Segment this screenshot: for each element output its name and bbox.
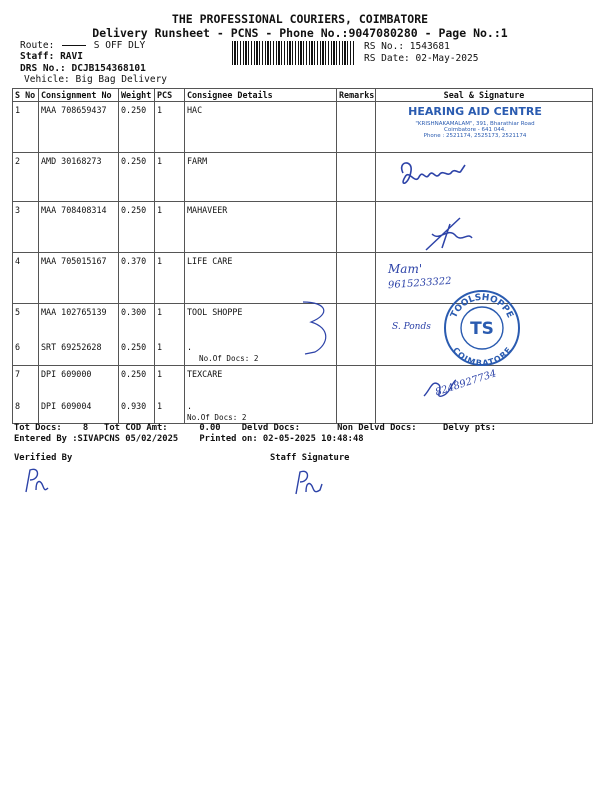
cell-weight: 0.250 <box>119 366 155 398</box>
staff-signature-mark <box>292 468 326 496</box>
cell-pcs: 1 <box>155 339 185 366</box>
cell-pcs: 1 <box>155 253 185 304</box>
drs-label: DRS No.: <box>20 63 66 74</box>
cell-remarks <box>337 304 376 339</box>
consignee-text: . <box>187 341 193 352</box>
tot-cod-label: Tot COD Amt: <box>104 423 168 433</box>
tot-docs-label: Tot Docs: <box>14 423 62 433</box>
table-row <box>13 366 593 398</box>
cell-consignee: FARM <box>185 153 337 202</box>
rs-no-line <box>364 41 450 52</box>
cell-pcs: 1 <box>155 102 185 153</box>
col-consignee: Consignee Details <box>185 89 337 102</box>
printed-on: Printed on: 02-05-2025 10:48:48 <box>199 434 364 444</box>
staff-label: Staff: <box>20 51 55 62</box>
cell-pcs: 1 <box>155 153 185 202</box>
handwritten-note-row8: 8248927734 <box>434 368 498 399</box>
cell-remarks <box>337 366 376 398</box>
cell-sno: 6 <box>13 339 39 366</box>
cell-weight: 0.250 <box>119 339 155 366</box>
cell-consignee: TEXCARE <box>185 366 337 398</box>
cell-remarks <box>337 339 376 366</box>
table-header-row <box>13 89 593 102</box>
cell-weight: 0.250 <box>119 153 155 202</box>
cell-consignment: SRT 69252628 <box>39 339 119 366</box>
col-weight: Weight <box>119 89 155 102</box>
toolshoppe-seal <box>442 288 522 368</box>
drs-value: DCJB154368101 <box>71 63 146 74</box>
route-strike-mark <box>62 45 86 46</box>
route-value: S OFF DLY <box>93 40 146 51</box>
cell-consignment: MAA 102765139 <box>39 304 119 339</box>
verified-by-signature <box>22 466 52 494</box>
barcode <box>232 41 355 65</box>
cell-weight: 0.250 <box>119 202 155 253</box>
cell-remarks <box>337 398 376 424</box>
staff-signature-label: Staff Signature <box>270 453 350 463</box>
cell-consignee: HAC <box>185 102 337 153</box>
rs-date-label: RS Date: <box>364 53 410 64</box>
stamp-line-3: Phone : 2521174, 2525173, 2521174 <box>423 133 527 139</box>
cell-pcs: 1 <box>155 304 185 339</box>
cell-weight: 0.930 <box>119 398 155 424</box>
handwritten-note-row4-2: 9615233322 <box>387 275 452 292</box>
tot-docs-value: 8 <box>82 423 89 433</box>
rs-date-value: 02-May-2025 <box>415 53 479 64</box>
staff-line <box>20 51 83 62</box>
route-label: Route: <box>20 40 55 51</box>
stamp-line-1: "KRISHNAKAMALAM", 391, Bharathiar Road <box>415 121 535 127</box>
non-delvd-label: Non Delvd Docs: <box>337 423 417 433</box>
totals-line <box>14 423 496 433</box>
company-title: THE PROFESSIONAL COURIERS, COIMBATORE <box>171 12 429 26</box>
verified-by-label: Verified By <box>14 453 73 463</box>
cell-weight: 0.300 <box>119 304 155 339</box>
cell-pcs: 1 <box>155 398 185 424</box>
vehicle-line <box>24 74 167 85</box>
cell-sno: 4 <box>13 253 39 304</box>
cell-sno: 1 <box>13 102 39 153</box>
cell-sno: 8 <box>13 398 39 424</box>
runsheet-subtitle: Delivery Runsheet - PCNS - Phone No.:9047080280 - Page No.:1 <box>92 26 508 40</box>
cell-consignment: DPI 609000 <box>39 366 119 398</box>
cell-consignment: MAA 708408314 <box>39 202 119 253</box>
cell-sno: 7 <box>13 366 39 398</box>
vehicle-value: Big Bag Delivery <box>75 74 168 85</box>
signature-row3 <box>420 212 480 257</box>
entered-by: Entered By :SIVAPCNS 05/02/2025 <box>14 434 179 444</box>
tot-cod-value: 0.00 <box>199 423 221 433</box>
delvy-pts-label: Delvy pts: <box>443 423 497 433</box>
bracket-mark <box>297 298 337 358</box>
entered-line <box>14 434 364 444</box>
col-pcs: PCS <box>155 89 185 102</box>
consignee-text: . <box>187 400 193 411</box>
cell-seal <box>376 398 593 424</box>
col-consignment: Consignment No <box>39 89 119 102</box>
seal-center-text: TS <box>470 319 494 339</box>
stamp-line-2: Coimbatore - 641 044. <box>444 127 506 133</box>
signature-row2 <box>395 155 475 195</box>
cell-weight: 0.250 <box>119 102 155 153</box>
cell-remarks <box>337 153 376 202</box>
cell-consignee: MAHAVEER <box>185 202 337 253</box>
cell-sno: 3 <box>13 202 39 253</box>
table-row <box>13 153 593 202</box>
docs-count: No.Of Docs: 2 <box>187 412 247 422</box>
cell-seal <box>376 202 593 253</box>
cell-consignee <box>185 398 337 424</box>
table-row <box>13 202 593 253</box>
stamp-title: HEARING AID CENTRE <box>408 105 542 118</box>
cell-consignee: TOOL SHOPPE <box>185 304 337 339</box>
vehicle-label: Vehicle: <box>24 74 70 85</box>
rs-no-label: RS No.: <box>364 41 405 52</box>
cell-consignment: MAA 705015167 <box>39 253 119 304</box>
cell-remarks <box>337 253 376 304</box>
table-row <box>13 398 593 424</box>
cell-pcs: 1 <box>155 202 185 253</box>
cell-consignment: DPI 609004 <box>39 398 119 424</box>
cell-sno: 5 <box>13 304 39 339</box>
seal-bottom-text: COIMBATORE <box>450 345 514 368</box>
cell-remarks <box>337 102 376 153</box>
delvd-label: Delvd Docs: <box>241 423 301 433</box>
seal-top-text: TOOLSHOPPE <box>449 292 515 320</box>
rs-no-value: 1543681 <box>409 41 450 52</box>
hearing-aid-stamp <box>400 105 550 139</box>
cell-consignment: AMD 30168273 <box>39 153 119 202</box>
col-seal: Seal & Signature <box>376 89 593 102</box>
cell-consignment: MAA 708659437 <box>39 102 119 153</box>
drs-line <box>20 63 146 74</box>
rs-date-line <box>364 53 478 64</box>
cell-pcs: 1 <box>155 366 185 398</box>
staff-value: RAVI <box>60 51 83 62</box>
route-line <box>20 40 145 51</box>
handwritten-sig-row5: S. Ponds <box>392 322 431 332</box>
col-remarks: Remarks <box>337 89 376 102</box>
cell-sno: 2 <box>13 153 39 202</box>
col-sno: S No <box>13 89 39 102</box>
cell-remarks <box>337 202 376 253</box>
cell-weight: 0.370 <box>119 253 155 304</box>
handwritten-note-row4-1: Mam' <box>388 262 423 276</box>
docs-count: No.Of Docs: 2 <box>199 353 259 363</box>
cell-consignee: LIFE CARE <box>185 253 337 304</box>
